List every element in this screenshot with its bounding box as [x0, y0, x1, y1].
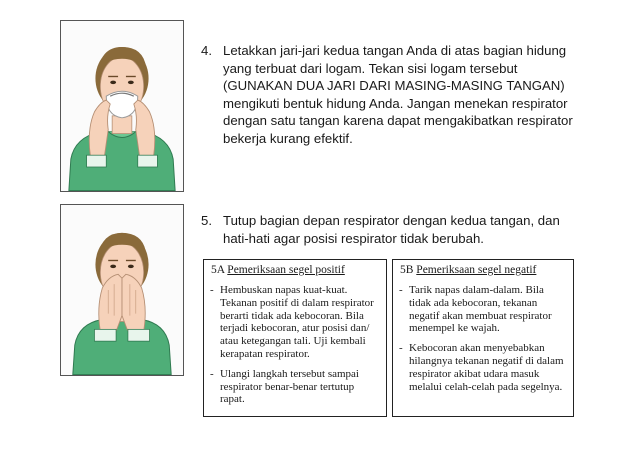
- illustration-cover-respirator: [60, 204, 184, 376]
- box-code: 5A: [211, 264, 225, 276]
- box-title: [400, 264, 536, 276]
- person-covering-respirator-icon: [61, 205, 183, 375]
- list-item: - Ulangi langkah tersebut sampai respirator benar-benar tertutup rapat.: [210, 367, 359, 406]
- person-pressing-nose-clip-icon: [61, 21, 183, 191]
- list-item: - Kebocoran akan menyebabkan hilangnya tekanan negatif di dalam respirator akibat udara masuk melalui celah-celah pada segelnya.: [399, 342, 564, 393]
- step-text: Letakkan jari-jari kedua tangan Anda di atas bagian hidung yang terbuat dari logam. Tekan sisi logam tersebut (GUNAKAN DUA JARI DARI MASING-MASING TANGAN) mengikuti bentuk hidung Anda. Jangan menekan respirator dengan satu tangan karena dapat mengakibatkan respirator bekerja kurang efektif.: [223, 43, 573, 146]
- step-text: Tutup bagian depan respirator dengan kedua tangan, dan hati-hati agar posisi respirator tidak berubah.: [223, 213, 560, 246]
- list-item: - Tarik napas dalam-dalam. Bila tidak ada kebocoran, tekanan negatif akan membuat respirator menempel ke wajah.: [399, 284, 552, 335]
- step-number: 5.: [201, 213, 212, 228]
- positive-seal-check-box: [203, 259, 387, 417]
- box-title: [211, 264, 345, 276]
- box-code: 5B: [400, 264, 414, 276]
- step-4-instruction: [201, 42, 581, 146]
- step-5-instruction: [201, 212, 581, 252]
- list-item: - Hembuskan napas kuat-kuat. Tekanan positif di dalam respirator berarti tidak ada kebocoran. Bila terjadi kebocoran, atur posisi dan/ atau ketegangan tali. Uji kembali kerapatan respirator.: [210, 284, 374, 360]
- negative-seal-check-box: [392, 259, 574, 417]
- illustration-press-nose-clip: [60, 20, 184, 192]
- step-number: 4.: [201, 43, 212, 58]
- check-list: [210, 284, 380, 413]
- box-title-label: Pemeriksaan segel negatif: [416, 264, 537, 276]
- check-list: [399, 284, 567, 400]
- box-title-label: Pemeriksaan segel positif: [227, 264, 345, 276]
